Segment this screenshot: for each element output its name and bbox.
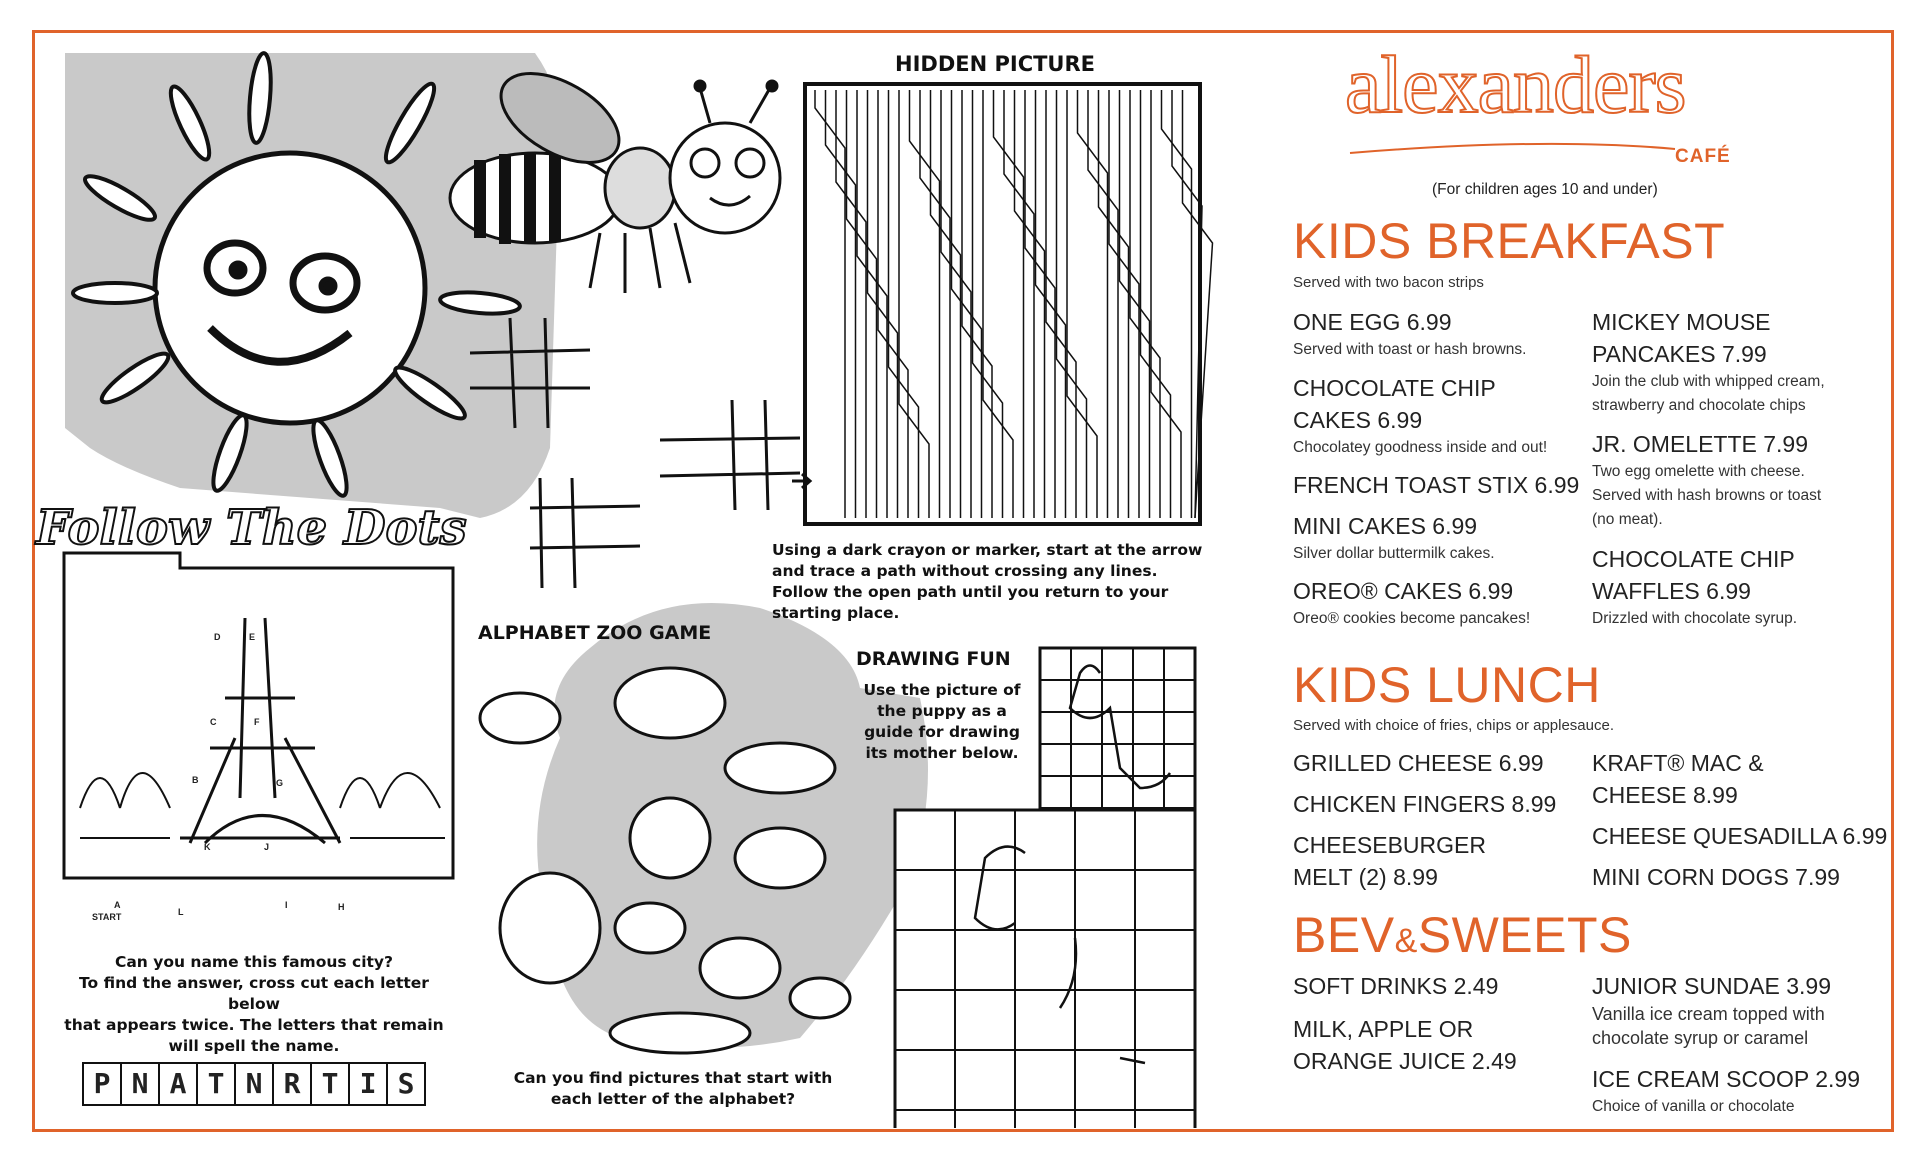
drawing-fun-title: DRAWING FUN bbox=[856, 648, 1011, 670]
dot-label: L bbox=[178, 907, 184, 917]
menu-item: FRENCH TOAST STIX 6.99 bbox=[1293, 472, 1580, 498]
brand-sub: CAFÉ bbox=[1675, 146, 1731, 167]
breakfast-title: KIDS BREAKFAST bbox=[1293, 213, 1726, 269]
letter-box[interactable]: N bbox=[120, 1062, 160, 1106]
drawing-fun-instructions: Use the picture of the puppy as a guide for drawing its mother below. bbox=[863, 681, 1021, 762]
letter-box[interactable]: R bbox=[272, 1062, 312, 1106]
menu-item: CHEESE QUESADILLA 6.99 bbox=[1592, 823, 1888, 849]
letter-box[interactable]: T bbox=[310, 1062, 350, 1106]
letter-box[interactable]: S bbox=[386, 1062, 426, 1106]
letter-box[interactable]: N bbox=[234, 1062, 274, 1106]
hidden-picture-instructions: Using a dark crayon or marker, start at the arrow and trace a path without crossing any lines. Follow the open path until you return to your starting place. bbox=[772, 541, 1203, 622]
hidden-picture-title: HIDDEN PICTURE bbox=[895, 52, 1095, 76]
lunch-subtitle: Served with choice of fries, chips or applesauce. bbox=[1293, 717, 1614, 734]
letter-box[interactable]: P bbox=[82, 1062, 122, 1106]
dot-label: H bbox=[338, 902, 345, 912]
dot-label: F bbox=[254, 717, 260, 727]
dot-label: K bbox=[204, 842, 211, 852]
dot-label: G bbox=[276, 778, 284, 788]
menu-item: MELT (2) 8.99 bbox=[1293, 864, 1438, 890]
age-note: (For children ages 10 and under) bbox=[1432, 181, 1658, 198]
lunch-title: KIDS LUNCH bbox=[1293, 657, 1601, 713]
city-question: Can you name this famous city? To find the answer, cross cut each letter below that appears twice. The letters that remain will spell the name. bbox=[64, 953, 444, 1055]
menu-item: CHICKEN FINGERS 8.99 bbox=[1293, 791, 1557, 817]
bev-sweets-title: BEV&SWEETS bbox=[1293, 907, 1632, 963]
start-label: START bbox=[92, 912, 122, 922]
menu-item: MILK, APPLE OR ORANGE JUICE 2.49 bbox=[1293, 1016, 1517, 1074]
dot-label: B bbox=[192, 775, 199, 785]
follow-the-dots-title: Follow The Dots bbox=[36, 500, 467, 556]
menu-item: JR. OMELETTE 7.99 Two egg omelette with cheese. Served with hash browns or toast (no meat). bbox=[1592, 431, 1822, 528]
eiffel-tower-puzzle bbox=[64, 553, 453, 878]
letter-box[interactable]: T bbox=[196, 1062, 236, 1106]
menu-item: SOFT DRINKS 2.49 bbox=[1293, 973, 1499, 999]
letter-boxes bbox=[82, 1062, 424, 1106]
dot-label: I bbox=[285, 900, 288, 910]
dot-label: A bbox=[114, 900, 121, 910]
drawing-grid bbox=[895, 810, 1195, 1128]
dot-label: D bbox=[214, 632, 221, 642]
hidden-picture-maze bbox=[792, 84, 1213, 524]
dot-label: C bbox=[210, 717, 217, 727]
menu-item: MINI CORN DOGS 7.99 bbox=[1592, 864, 1840, 890]
menu-item: JUNIOR SUNDAE 3.99 Vanilla ice cream topped with chocolate syrup or caramel bbox=[1592, 973, 1832, 1048]
menu-item: CHEESEBURGER bbox=[1293, 832, 1486, 858]
menu-item: MINI CAKES 6.99 Silver dollar buttermilk cakes. bbox=[1293, 513, 1495, 562]
dot-label: J bbox=[264, 842, 270, 852]
breakfast-subtitle: Served with two bacon strips bbox=[1293, 274, 1484, 291]
menu-item: KRAFT® MAC & bbox=[1592, 750, 1764, 776]
letter-box[interactable]: I bbox=[348, 1062, 388, 1106]
menu-item: OREO® CAKES 6.99 Oreo® cookies become pancakes! bbox=[1293, 578, 1531, 627]
menu-item: ONE EGG 6.99 Served with toast or hash browns. bbox=[1293, 309, 1527, 358]
menu-item: CHOCOLATE CHIP WAFFLES 6.99 Drizzled with chocolate syrup. bbox=[1592, 546, 1798, 627]
sun-icon bbox=[155, 153, 425, 423]
menu-item: MICKEY MOUSE PANCAKES 7.99 Join the club with whipped cream, strawberry and chocolate chips bbox=[1592, 309, 1825, 414]
menu-item: CHEESE 8.99 bbox=[1592, 782, 1738, 808]
alphabet-zoo-title: ALPHABET ZOO GAME bbox=[478, 622, 712, 644]
dot-label: E bbox=[249, 632, 256, 642]
menu-item: GRILLED CHEESE 6.99 bbox=[1293, 750, 1544, 776]
menu-item: ICE CREAM SCOOP 2.99 Choice of vanilla or chocolate bbox=[1592, 1066, 1860, 1115]
alphabet-zoo-question: Can you find pictures that start with each letter of the alphabet? bbox=[513, 1069, 833, 1108]
brand-logo: alexanders bbox=[1345, 39, 1686, 130]
letter-box[interactable]: A bbox=[158, 1062, 198, 1106]
menu-item: CHOCOLATE CHIP CAKES 6.99 Chocolatey goodness inside and out! bbox=[1293, 375, 1548, 456]
